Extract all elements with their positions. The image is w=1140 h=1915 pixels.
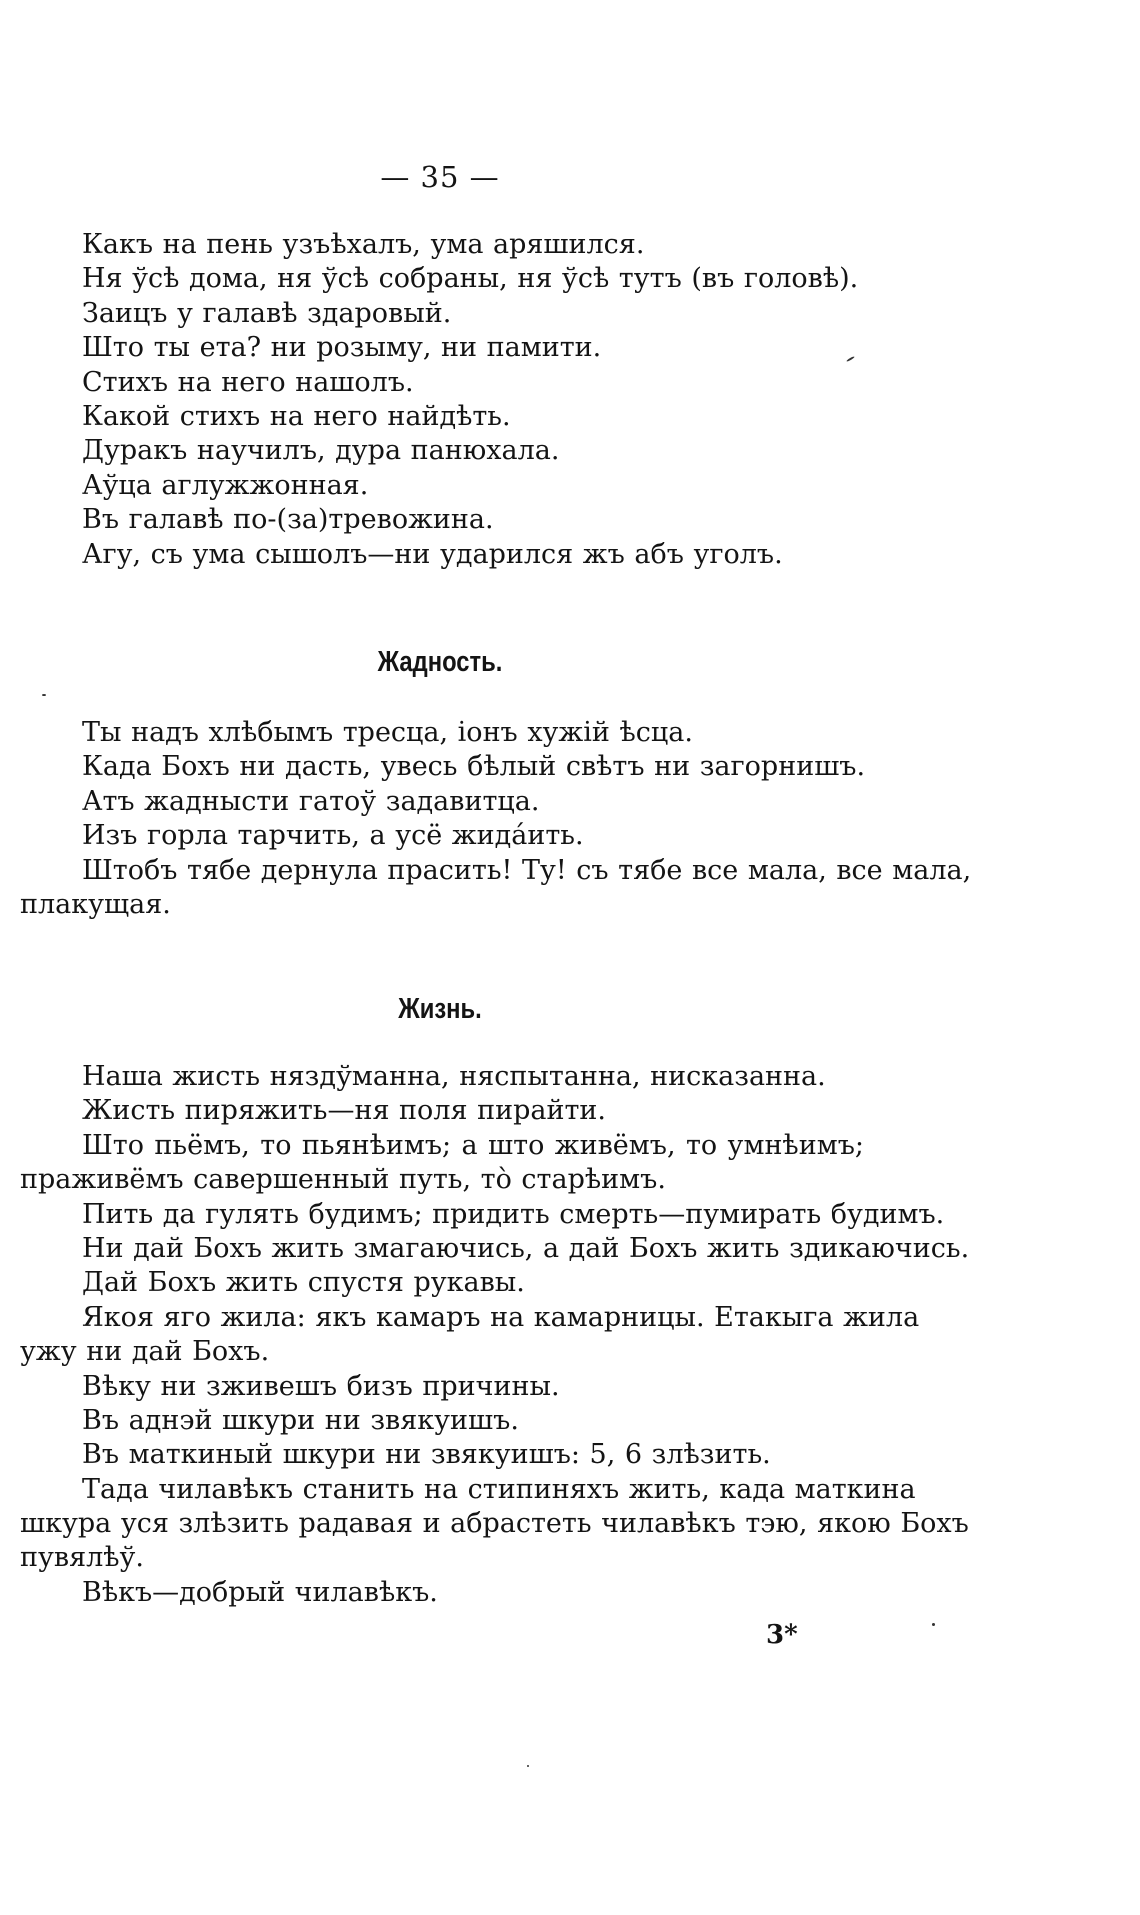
text-line: Заицъ у галавѣ здаровый. [82, 297, 452, 329]
greed-section [20, 716, 972, 922]
text-line: шкура уся злѣзить радавая и абрастеть чилавѣкъ тэю, якою Бохъ [20, 1508, 969, 1540]
scan-speck [527, 1765, 529, 1767]
text-line: Въ галавѣ по-(за)тревожина. [82, 504, 494, 536]
text-line: Атъ жадныcти гатоў задавитца. [82, 785, 540, 817]
text-line: Што ты ета? ни розыму, ни памити. [82, 332, 602, 364]
section-heading-greed: Жадность. [377, 646, 503, 678]
page-number: — 35 — [380, 160, 500, 194]
scan-speck [932, 1623, 935, 1626]
text-line: Вѣку ни зживешъ бизъ причины. [82, 1370, 560, 1402]
text-line: Пить да гулять будимъ; придить смерть—пумирать будимъ. [82, 1198, 945, 1230]
text-line: Тада чилавѣкъ станить на стипиняхъ жить, када маткина [82, 1473, 916, 1505]
text-line: Ни дай Бохъ жить змагаючись, а дай Бохъ жить здикаючись. [82, 1232, 970, 1264]
text-line: Штобъ тябе дернула прасить! Ту! съ тябе все мала, все мала, [82, 854, 972, 886]
text-line: Жисть пиряжить—ня поля пирайти. [82, 1095, 606, 1127]
text-line: Какъ на пень узъѣхалъ, ума аряшился. [82, 229, 645, 260]
section-heading-life: Жизнь. [398, 993, 482, 1025]
scan-speck [42, 694, 46, 696]
proverbs-block [20, 228, 864, 572]
text-line: Наша жисть няздўманна, няспытанна, нисказанна. [82, 1061, 826, 1092]
text-line: Вѣкъ—добрый чилавѣкъ. [82, 1576, 438, 1608]
text-line: Дай Бохъ жить спустя рукавы. [82, 1267, 525, 1299]
life-section [20, 1060, 970, 1610]
text-line: Што пьёмъ, то пьянѣимъ; а што живёмъ, то умнѣимъ; [82, 1129, 864, 1161]
text-line: Стихъ на него нашолъ. [82, 366, 414, 398]
text-line: Въ маткиный шкури ни звякуишъ: 5, 6 злѣзить. [82, 1439, 771, 1471]
text-line: Ня ўсѣ дома, ня ўсѣ собраны, ня ўсѣ тутъ (въ головѣ). [82, 263, 859, 295]
text-line: ужу ни дай Бохъ. [20, 1336, 270, 1368]
text-line: Изъ горла тарчить, а усё жидáить. [82, 820, 584, 852]
text-line: Дуракъ научилъ, дура панюхала. [82, 435, 560, 467]
text-line: Аўца аглужжонная. [82, 469, 369, 501]
text-line: плакущая. [20, 888, 171, 920]
text-line: Въ аднэй шкури ни звякуишъ. [82, 1404, 519, 1436]
text-line: Якоя яго жила: якъ камаръ на камарницы. Етакыга жила [82, 1301, 920, 1333]
text-line: пувялѣў. [20, 1542, 145, 1574]
text-line: Када Бохъ ни дасть, увесь бѣлый свѣтъ ни загорнишъ. [82, 751, 866, 783]
signature-mark: 3* [766, 1620, 798, 1650]
text-line: Ты надъ хлѣбымъ треcца, іонъ хужій ѣсца. [82, 717, 693, 748]
text-line: праживёмъ савершенный путь, тò старѣимъ. [20, 1164, 666, 1196]
text-line: Какой стихъ на него найдѣть. [82, 400, 511, 432]
text-line: Агу, съ ума сышолъ—ни ударился жъ абъ уголъ. [82, 538, 783, 570]
